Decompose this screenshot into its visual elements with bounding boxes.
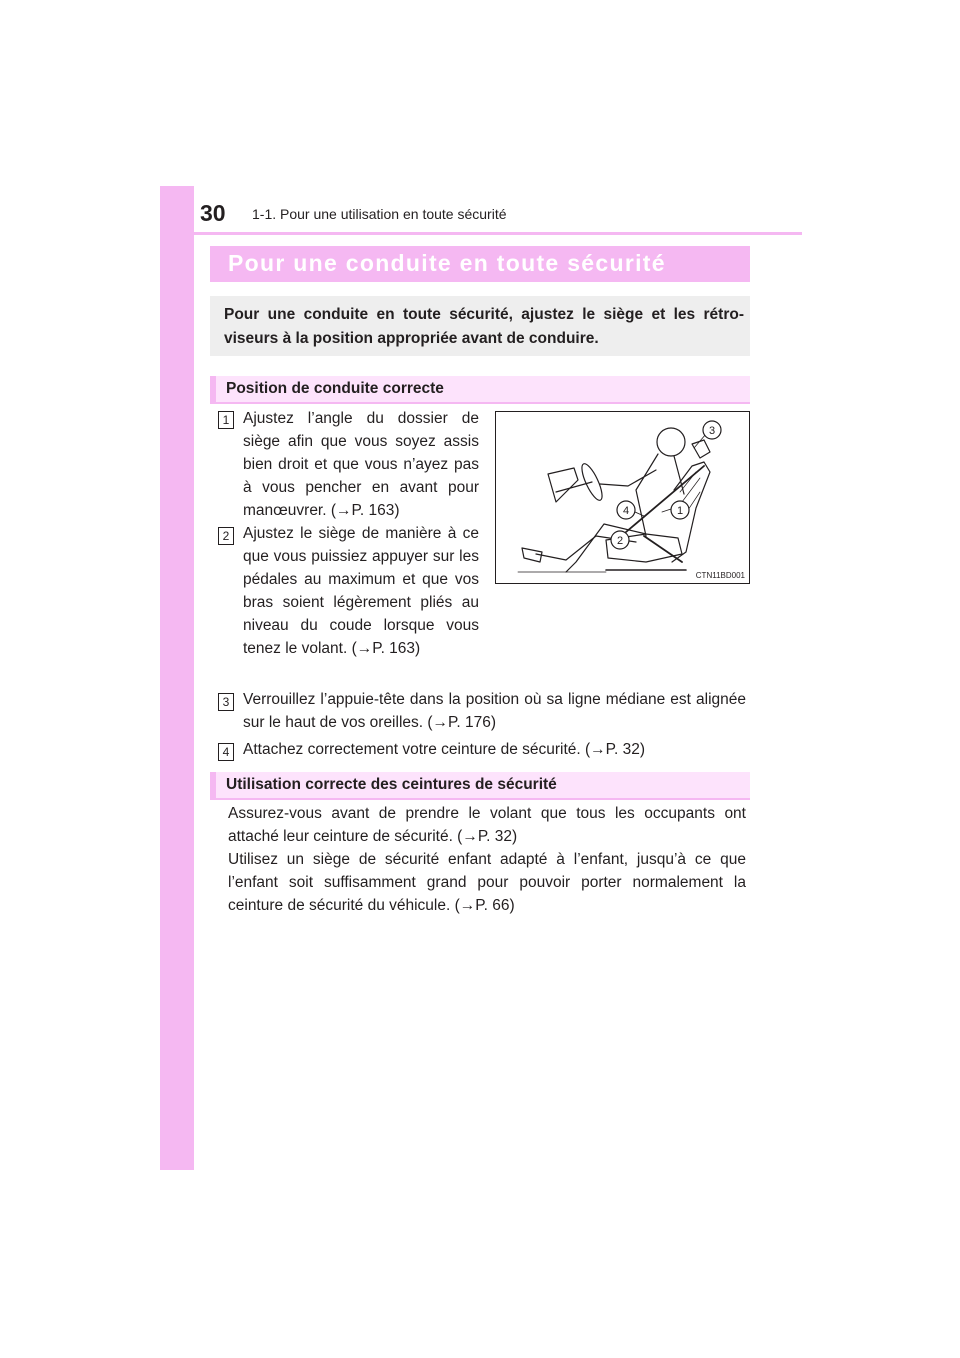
step-number-1: 1 (218, 411, 234, 429)
section-path: 1-1. Pour une utilisation en toute sécurité (252, 206, 507, 222)
page-title-bar (210, 246, 750, 282)
page-title: Pour une conduite en toute sécurité (228, 250, 666, 276)
intro-box (210, 296, 750, 356)
callout-2: 2 (616, 535, 624, 547)
side-tab-band (160, 186, 194, 1170)
step-number-3: 3 (218, 693, 234, 711)
header-rule (194, 232, 802, 235)
figure-code: CTN11BD001 (695, 571, 745, 580)
callout-3: 3 (708, 425, 716, 437)
callout-1: 1 (676, 505, 684, 517)
driving-position-illustration (495, 411, 750, 584)
page-number: 30 (200, 200, 226, 226)
subheading-accent (210, 376, 216, 402)
subheading-text: Position de conduite correcte (226, 380, 444, 397)
subheading-position (210, 376, 750, 404)
paragraph-2: Utilisez un siège de sécurité enfant adapté à l’enfant, jusqu’à ce que l’enfant soit suffisamment grand pour pouvoir porter normalement la ceinture de sécurité du véhicule. (→P. 66) (228, 851, 746, 914)
step-number-2: 2 (218, 527, 234, 545)
paragraph-1: Assurez-vous avant de prendre le volant que tous les occupants ont attaché leur ceinture de sécurité. (→P. 32) (228, 805, 746, 845)
step-number-4: 4 (218, 743, 234, 761)
callout-4: 4 (622, 505, 630, 517)
step-text-4: Attachez correctement votre ceinture de sécurité. (→P. 32) (243, 741, 646, 758)
step-text-2: Ajustez le siège de manière à ce que vous puissiez appuyer sur les pédales au maximum et que vos bras soient légèrement pliés au niveau du coude lorsque vous tenez le volant. (→P. 163) (243, 525, 479, 657)
subheading-text: Utilisation correcte des ceintures de sécurité (226, 776, 557, 793)
step-text-1: Ajustez l’angle du dossier de siège afin que vous soyez assis bien droit et que vous n’ayez pas à vous pencher en avant pour manœuvrer. (→P. 163) (243, 410, 479, 519)
subheading-accent (210, 772, 216, 798)
subheading-seatbelts (210, 772, 750, 800)
intro-text: Pour une conduite en toute sécurité, ajustez le siège et les rétro-viseurs à la position appropriée avant de conduire. (224, 306, 744, 347)
driver-seat-drawing (496, 412, 749, 583)
step-text-3: Verrouillez l’appuie-tête dans la position où sa ligne médiane est alignée sur le haut de vos oreilles. (→P. 176) (243, 691, 746, 731)
